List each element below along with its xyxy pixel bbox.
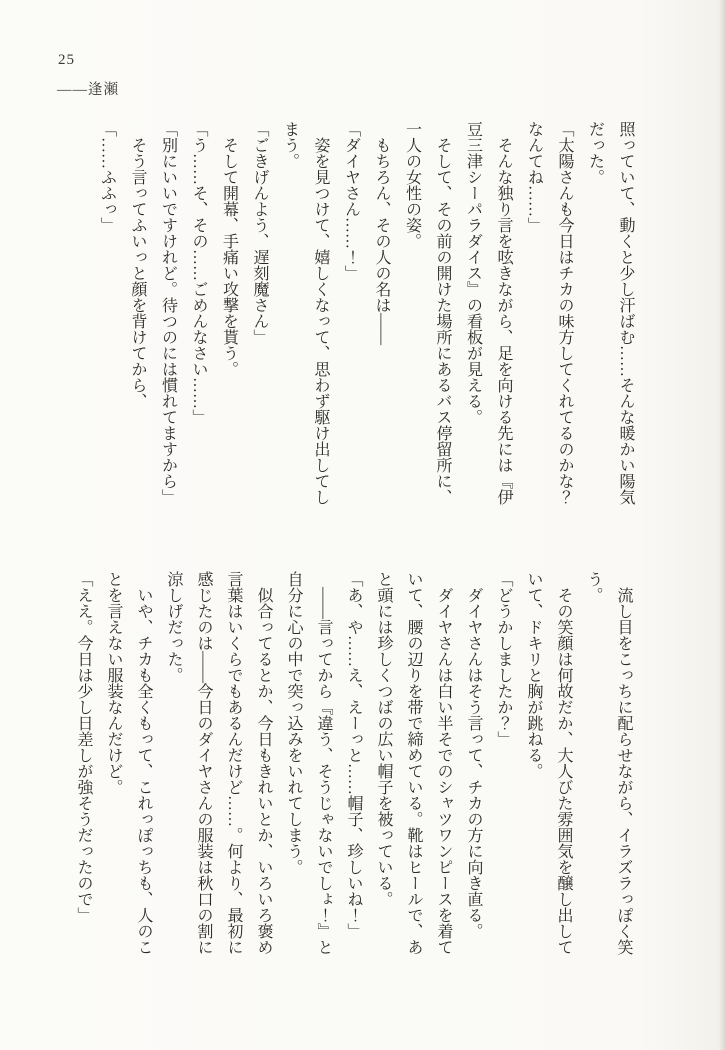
paragraph: 「あ、や……え、えーっと……帽子、珍しいね！」 <box>345 571 362 939</box>
page-number: 25 <box>58 52 75 68</box>
paragraph: いや、チカも全くもって、これっぽっちも、人のことを言えない服装なんだけど。 <box>105 571 152 955</box>
paragraph: 「どうかしましたか？」 <box>495 571 512 747</box>
paragraph: 「ごきげんよう、遅刻魔さん」 <box>251 121 268 345</box>
paragraph: ダイヤさんは白い半そでのシャツワンピースを着ていて、腰の辺りを帯で締めている。靴はヒールで、あと頭には珍しくつばの広い帽子を被っている。 <box>375 571 452 955</box>
paragraph: その笑顔は何故だか、大人びた雰囲気を醸し出していて、ドキリと胸が跳ねる。 <box>525 571 572 955</box>
upper-text-block <box>88 121 640 511</box>
paragraph: 「……ふふっ」 <box>98 121 116 233</box>
paragraph: 「ダイヤさん……！」 <box>342 121 360 281</box>
paragraph: 流し目をこっちに配らせながら、イラズラっぽく笑う。 <box>585 571 632 955</box>
paragraph: 姿を見つけて、嬉しくなって、思わず駆け出してしまう。 <box>281 121 329 505</box>
paragraph: そんな独り言を呟きながら、足を向ける先には『伊豆三津シーパラダイス』の看板が見える。 <box>464 121 512 505</box>
paragraph: そして開幕、手痛い攻撃を貰う。 <box>220 137 238 377</box>
paragraph: そして、その前の開けた場所にあるバス停留所に、一人の女性の姿。 <box>403 121 451 505</box>
running-header: ――逢瀬 <box>57 82 119 98</box>
paragraph: そう言ってふいっと顔を背けてから、 <box>129 137 146 409</box>
paragraph: 照っていて、動くと少し汗ばむ……そんな暖かい陽気だった。 <box>586 121 634 505</box>
paragraph: 「う……そ、その……ごめんなさい……」 <box>190 121 207 425</box>
paragraph: ダイヤさんはそう言って、チカの方に向き直る。 <box>465 587 482 939</box>
paragraph: もちろん、その人の名は―― <box>373 137 390 345</box>
paragraph: ――言ってから『違う、そうじゃないでしょ！』と自分に心の中で突っ込みをいれてしまう。 <box>285 571 332 955</box>
paragraph: 「ええ。今日は少し日差しが強そうだったので」 <box>75 571 92 923</box>
paragraph: 「別にいいですけれど。待つのには慣れてますから」 <box>159 121 177 505</box>
paragraph: 似合ってるとか、今日もきれいとか、いろいろ褒め言葉はいくらでもあるんだけど……。何より、最初に感じたのは――今日のダイヤさんの服装は秋口の割に涼しげだった。 <box>165 571 272 955</box>
paragraph: 「太陽さんも今日はチカの味方してくれてるのかな？なんてね……」 <box>525 121 573 505</box>
lower-text-block <box>64 571 638 963</box>
